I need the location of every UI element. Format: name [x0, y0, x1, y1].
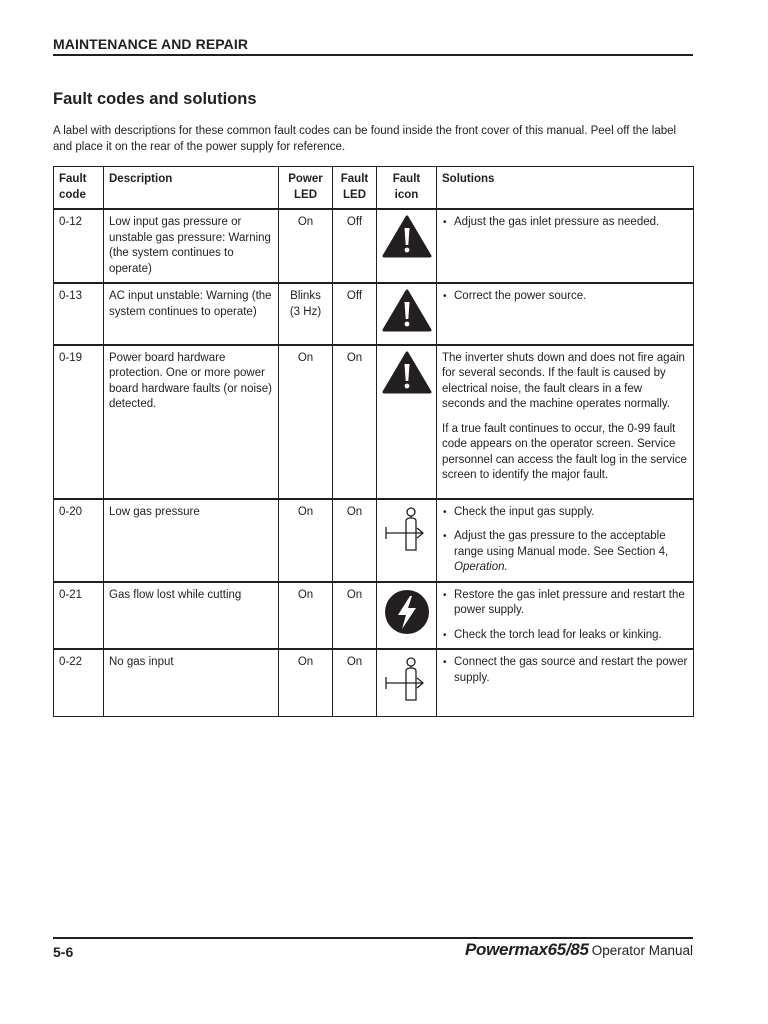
warning-triangle-icon	[382, 215, 432, 259]
header-power-led: Power LED	[279, 167, 333, 210]
table-row	[54, 283, 694, 345]
fault-code: 0-12	[54, 209, 104, 283]
fault-solutions	[437, 582, 694, 650]
fault-led-state: On	[333, 582, 377, 650]
fault-code: 0-22	[54, 649, 104, 716]
fault-code: 0-13	[54, 283, 104, 345]
section-reference: Operation.	[454, 561, 508, 573]
fault-code: 0-21	[54, 582, 104, 650]
table-row	[54, 209, 694, 283]
header-solutions: Solutions	[437, 167, 694, 210]
fault-description: Gas flow lost while cutting	[104, 582, 279, 650]
table-row	[54, 582, 694, 650]
page-title: Fault codes and solutions	[53, 90, 257, 108]
fault-solutions	[437, 209, 694, 283]
solution-item: • Correct the power source.	[442, 289, 688, 305]
solution-item: • Check the input gas supply.	[442, 505, 688, 521]
fault-codes-table	[53, 166, 694, 717]
solution-item: • Restore the gas inlet pressure and restart the power supply.	[442, 588, 688, 619]
fault-solutions	[437, 499, 694, 582]
fault-code: 0-20	[54, 499, 104, 582]
warning-triangle-icon	[382, 289, 432, 333]
fault-solutions	[437, 345, 694, 499]
power-led-state: On	[279, 649, 333, 716]
power-led-state: On	[279, 209, 333, 283]
section-header: MAINTENANCE AND REPAIR	[53, 36, 693, 56]
fault-description: Low gas pressure	[104, 499, 279, 582]
power-led-state: On	[279, 345, 333, 499]
fault-led-state: Off	[333, 209, 377, 283]
fault-description: Low input gas pressure or unstable gas pressure: Warning (the system continues to operate)	[104, 209, 279, 283]
table-row	[54, 499, 694, 582]
fault-description: AC input unstable: Warning (the system continues to operate)	[104, 283, 279, 345]
table-row	[54, 345, 694, 499]
solution-item: • Connect the gas source and restart the power supply.	[442, 655, 688, 686]
fault-solutions	[437, 649, 694, 716]
header-fault-code: Fault code	[54, 167, 104, 210]
table-header-row	[54, 167, 694, 210]
solution-item: • Check the torch lead for leaks or kinking.	[442, 628, 688, 644]
table-row	[54, 649, 694, 716]
solution-paragraph: If a true fault continues to occur, the 0-99 fault code appears on the operator screen. Service personnel can access the fault log in the service screen to identify the major fault.	[442, 422, 687, 481]
fault-description: No gas input	[104, 649, 279, 716]
header-fault-led: Fault LED	[333, 167, 377, 210]
footer-title	[465, 940, 693, 960]
gas-cylinder-arrow-icon	[382, 655, 432, 705]
power-led-state: On	[279, 499, 333, 582]
header-description: Description	[104, 167, 279, 210]
gas-cylinder-arrow-icon	[382, 505, 432, 555]
fault-code: 0-19	[54, 345, 104, 499]
product-name: Powermax65/85	[465, 940, 589, 959]
header-fault-icon: Fault icon	[377, 167, 437, 210]
fault-solutions	[437, 283, 694, 345]
power-led-state: Blinks (3 Hz)	[279, 283, 333, 345]
fault-led-state: On	[333, 649, 377, 716]
manual-name: Operator Manual	[591, 943, 693, 958]
intro-paragraph: A label with descriptions for these common fault codes can be found inside the front cover of this manual. Peel off the label and place it on the rear of the power supply for reference.	[53, 125, 677, 153]
fault-led-state: Off	[333, 283, 377, 345]
fault-led-state: On	[333, 499, 377, 582]
fault-description: Power board hardware protection. One or more power board hardware faults (or noise) detected.	[104, 345, 279, 499]
lightning-circle-icon	[383, 588, 431, 636]
solution-item: • Adjust the gas pressure to the acceptable range using Manual mode. See Section 4, Operation.	[442, 529, 688, 576]
warning-triangle-icon	[382, 351, 432, 395]
power-led-state: On	[279, 582, 333, 650]
fault-led-state: On	[333, 345, 377, 499]
page-number: 5-6	[53, 944, 74, 960]
solution-paragraph: The inverter shuts down and does not fire again for several seconds. If the fault is caused by electrical noise, the fault clears in a few seconds and the machine operates normally.	[442, 351, 685, 410]
footer-rule	[53, 937, 693, 939]
solution-item: • Adjust the gas inlet pressure as needed.	[442, 215, 688, 231]
